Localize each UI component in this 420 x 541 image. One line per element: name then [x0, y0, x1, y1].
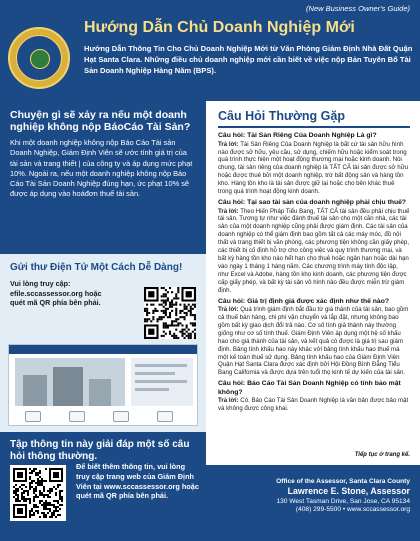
faq-answer	[218, 306, 410, 377]
faq-answer	[218, 208, 410, 295]
efile-section	[0, 254, 206, 432]
page-subtitle: Hướng Dẫn Thông Tin Cho Chủ Doanh Nghiệp Mới từ Văn Phòng Giám Định Nhà Đất Quận Hạt Santa Clara. Những điều chủ doanh nghiệp mới cần biết về việc nộp Bản Tuyên Bố Tài Sản Doanh Nghiệp Hàng Năm (BPS).	[84, 44, 413, 76]
office-footer	[206, 465, 420, 541]
faq-answer	[218, 141, 410, 196]
info-section	[0, 432, 206, 541]
answer-text: Theo Hiến Pháp Tiểu Bang, TẤT CẢ tài sản đều phải chịu thuế tài sản. Tương tự như việc đánh thuế tài sản cho một căn nhà, các tài sản của một doanh nghiệp cũng phải được giám định. Các tài sản của doanh nghiệp có thể giám định bao gồm tất cả các máy móc, đồ nội thất và trang thiết bị văn phòng, các phương tiện không cần giấy phép, các thiết bị cố định hỗ trợ cho công việc và quy trình thương mại, và bất kỳ hàng tồn kho nào hết hạn cho thuê hoặc ngân hạn hoặc dài hạn vào ngày 1 tháng 1 hàng năm. Các chương trình máy tính độc lập, như Excel và Adobe, hàng tồn kho kinh doanh, các phương tiện được cấp giấy phép, và bất kỳ tài sản vô hình nào đều được miễn trừ giám định.	[218, 207, 410, 294]
office-contact: (408) 299-5500 • www.sccassessor.org	[295, 506, 410, 513]
efile-website-screenshot	[8, 344, 198, 426]
assessor-seal-logo	[8, 27, 70, 89]
faq-question: Câu hỏi: Báo Cáo Tài Sản Doanh Nghiệp có tính bảo mật không?	[218, 380, 401, 396]
faq-question: Câu hỏi: Tại sao tài sản của doanh nghiệp phải chịu thuế?	[218, 198, 407, 206]
faq-answer	[218, 397, 410, 413]
office-name: Office of the Assessor, Santa Clara County	[276, 478, 410, 485]
penalty-heading: Chuyện gì sẽ xảy ra nếu một doanh nghiệp không nộp BáoCáo Tài Sản?	[10, 109, 191, 133]
assessor-name: Lawrence E. Stone, Assessor	[287, 486, 410, 496]
penalty-section	[0, 101, 206, 254]
penalty-body: Khi một doanh nghiệp không nộp Báo Cáo Tài sản Doanh Nghiệp, Giám Định Viên sẽ ước tính giá trị của tài sản và trang thiết | của công ty và áp dụng mức phạt 10%. Ngoài ra, nếu một doanh nghiệp không nộp Báo Cáo Tài Sản Doanh Nghiệp đúng hạn, ức phạt 10% sẽ được áp dụng vào hoáđơn thuế tài sản.	[10, 138, 193, 199]
efile-qr-code[interactable]	[144, 287, 196, 339]
guide-tag: (New Business Owner's Guide)	[306, 4, 410, 13]
info-heading: Tập thông tin này giải đáp một số câu hỏi thông thường.	[10, 439, 190, 462]
website-qr-code[interactable]	[10, 465, 66, 521]
faq-heading: Câu Hỏi Thường Gặp	[218, 109, 410, 128]
info-body: Để biết thêm thông tin, vui lòng truy cập trang web của Giám Định Viên tại www.sccassessor.org hoặc quét mã QR phía bên phải.	[76, 462, 199, 501]
answer-label: Trả lời:	[218, 306, 239, 314]
continued-note: Tiếp tục ở trang kế.	[354, 452, 410, 458]
faq-question: Câu hỏi: Giá trị định giá được xác định như thế nào?	[218, 297, 390, 305]
answer-label: Trả lời:	[218, 397, 239, 405]
answer-text: Quá trình giám định bắt đầu từ giá thành của tài sản, bao gồm cả thuế bán hàng, chi phí vận chuyển và lắp đặt, nhưng không bao gồm bất kỳ giao dịch đổi trả nào. Cơ số tính giá thành này thường giống như cơ số tính thuế. Giám Định Viên áp dụng một hệ số khấu hao cho giá thành của tài sản, và kết quả có được là giá trị sau giám định. Bảng tính khấu hao này khác với bảng tính khấu hao thuế mà một kế toán thuế sử dụng. Bảng tính khấu hao của Giám Định Viên Quận Hạt Santa Clara được xác định bởi Hội Đồng Bình Đẳng Tiểu Bang California và được dựa trên tuổi thọ kinh tế dự kiến của tài sản.	[218, 306, 409, 377]
efile-heading: Gửi thư Điện Tử Một Cách Dễ Dàng!	[10, 262, 183, 273]
answer-label: Trả lời:	[218, 207, 239, 215]
page-header	[0, 0, 420, 101]
faq-question: Câu hỏi: Tài Sản Riêng Của Doanh Nghiệp Là gì?	[218, 132, 377, 139]
page-title: Hướng Dẫn Chủ Doanh Nghiệp Mới	[84, 19, 355, 36]
efile-body: Vui lòng truy cập: efile.sccassessor.org hoặc quét mã QR phía bên phải.	[10, 279, 102, 308]
answer-text: Có. Báo Cáo Tài Sản Doanh Nghiệp là văn bản được bảo mật và không được công khai.	[218, 397, 409, 413]
answer-label: Trả lời:	[218, 140, 239, 148]
office-address: 130 West Tasman Drive, San Jose, CA 95134	[276, 498, 410, 505]
answer-text: Tài Sản Riêng Của Doanh Nghiệp là bất cứ tài sản hữu hình nào được sở hữu, yêu cầu, sử dụng, chiếm hữu hoặc kiểm soát trong quá trình thực hiện một hoạt động thương mại hoặc kinh doanh. Nói chung, tài sản riêng của doanh nghiệp là TẤT CẢ tài sản được sở hữu hoặc được thuê bởi một doanh nghiệp, trừ bất động sản và hàng tồn kho. Hàng tồn kho là tài sản được giữ lại hoặc cho bên khác thuê trong quá trình hoạt động kinh doanh.	[218, 140, 409, 196]
